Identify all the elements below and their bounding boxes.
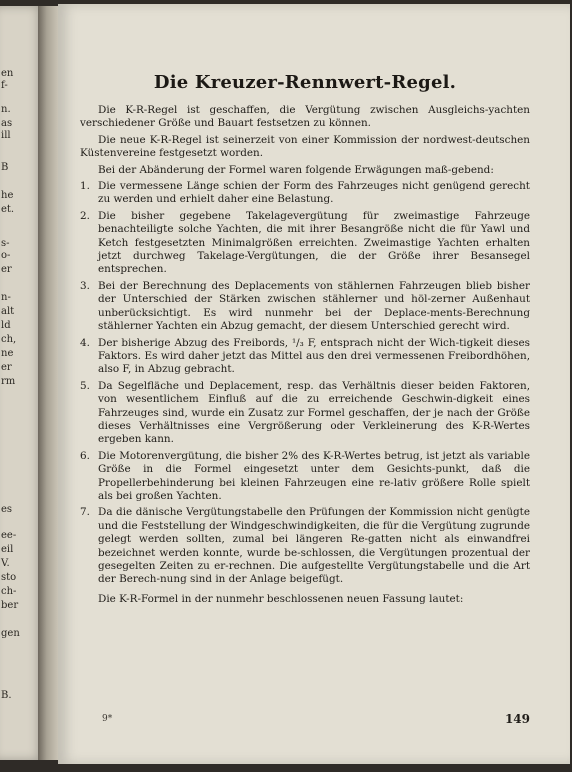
intro-paragraph: Bei der Abänderung der Formel waren folgende Erwägungen maß-gebend: bbox=[98, 163, 494, 176]
left-page-fragment: n- bbox=[1, 292, 11, 303]
list-item-number: 3. bbox=[80, 279, 90, 292]
left-page-fragment: B bbox=[1, 162, 9, 173]
list-item-number: 5. bbox=[80, 379, 90, 392]
left-page-fragment: es bbox=[1, 504, 13, 515]
page-content bbox=[80, 72, 530, 609]
intro-paragraph: Die neue K-R-Regel ist seinerzeit von einer Kommission der nordwest-deutschen Küstenvereine festgesetzt worden. bbox=[80, 133, 530, 160]
left-page-fragment: er bbox=[1, 264, 12, 275]
book-gutter bbox=[38, 6, 60, 760]
list-item-number: 6. bbox=[80, 449, 90, 462]
left-page-fragment: rm bbox=[1, 376, 16, 387]
list-item-number: 7. bbox=[80, 506, 90, 519]
left-page-fragment: ld bbox=[1, 320, 11, 331]
left-page-fragment: o- bbox=[1, 250, 11, 261]
left-page-fragment: ill bbox=[1, 130, 11, 141]
page-number: 149 bbox=[504, 712, 530, 726]
list-item-number: 4. bbox=[80, 336, 90, 349]
list-item bbox=[80, 337, 530, 377]
left-page-fragment: ber bbox=[1, 600, 19, 611]
list-item bbox=[80, 450, 530, 504]
signature-mark: 9* bbox=[102, 714, 113, 724]
left-page-fragment: s- bbox=[1, 238, 10, 249]
list-item-text: Die bisher gegebene Takelagevergütung für zweimastige Fahrzeuge benachteiligte solche Yachten, die mit ihrer Besangröße nicht die für Yawl und Ketch festgesetzten Minimalgrößen erreichten. Zweimastige Yachten erhalten jetzt durchweg Takelage-Vergütungen, die der Größe ihrer Besansegel entsprechen. bbox=[98, 209, 530, 276]
left-page-fragment: gen bbox=[1, 628, 20, 639]
list-item-text: Bei der Berechnung des Deplacements von stählernen Fahrzeugen blieb bisher der Unterschied der Stärken zwischen stählerner und höl-zerner Außenhaut unberücksichtigt. Es wird nunmehr bei der Deplace-ments-Berechnung stählerner Yachten ein Abzug gemacht, der diesem Unterschied gerecht wird. bbox=[98, 279, 530, 333]
intro-paragraph: Die K-R-Regel ist geschaffen, die Vergütung zwischen Ausgleichs-yachten verschiedener Größe und Bauart festsetzen zu können. bbox=[80, 104, 530, 130]
left-page-fragment: ee- bbox=[1, 530, 17, 541]
list-item bbox=[80, 280, 530, 334]
left-page-fragment: eil bbox=[1, 544, 14, 555]
left-page-fragment: V. bbox=[1, 558, 10, 569]
list-item bbox=[80, 380, 530, 447]
closing-paragraph: Die K-R-Formel in der nunmehr beschlossenen neuen Fassung lautet: bbox=[98, 592, 464, 605]
left-page-fragment: B. bbox=[1, 690, 12, 701]
left-page-fragment: sto bbox=[1, 572, 17, 583]
list-item-text: Da die dänische Vergütungstabelle den Prüfungen der Kommission nicht genügte und die Feststellung der Windgeschwindigkeiten, die für die Vergütung zugrunde gelegt werden sollten, zumal bei längeren Re-gatten nicht als einwandfrei bezeichnet werden konnte, wurde be-schlossen, die Vergütungen prozentual der gesegelten Zeiten zu er-rechnen. Die aufgestellte Vergütungstabelle und die Art der Berech-nung sind in der Anlage beigefügt. bbox=[98, 506, 530, 586]
left-page-fragment: as bbox=[1, 118, 13, 129]
left-page-fragment: alt bbox=[1, 306, 15, 317]
page-footer bbox=[80, 714, 530, 728]
book-page bbox=[58, 4, 570, 764]
left-page-fragment: f- bbox=[1, 80, 8, 91]
left-page-fragment: ne bbox=[1, 348, 14, 359]
list-item-number: 2. bbox=[80, 209, 90, 222]
list-item-text: Da Segelfläche und Deplacement, resp. das Verhältnis dieser beiden Faktoren, von wesentlichem Einfluß auf die zu erreichende Geschwin-digkeit eines Fahrzeuges sind, wurde ein Zusatz zur Formel geschaffen, der je nach der Größe dieses Verhältnisses eine Vergrößerung oder Verkleinerung des K-R-Wertes ergeben kann. bbox=[98, 379, 530, 446]
left-page-fragment: ch- bbox=[1, 586, 17, 597]
list-item-text: Die Motorenvergütung, die bisher 2% des K-R-Wertes betrug, ist jetzt als variable Größe in die Formel eingesetzt unter dem Gesichts-punkt, daß die Propellerbehinderung bei kleinen Fahrzeugen eine re-lativ größere Rolle spielt als bei großen Yachten. bbox=[98, 449, 530, 502]
list-item bbox=[80, 210, 530, 277]
list-item-text: Die vermessene Länge schien der Form des Fahrzeuges nicht genügend gerecht zu werden und erhielt daher eine Belastung. bbox=[98, 180, 530, 206]
left-page-fragment: he bbox=[1, 190, 14, 201]
list-item bbox=[80, 506, 530, 586]
considerations-list bbox=[80, 180, 530, 587]
left-page-fragment: et. bbox=[1, 204, 15, 215]
left-page-fragment: n. bbox=[1, 104, 11, 115]
list-item-number: 1. bbox=[80, 180, 90, 193]
page-title: Die Kreuzer-Rennwert-Regel. bbox=[153, 72, 457, 93]
left-page-fragment: ch, bbox=[1, 334, 17, 345]
left-page-fragment: er bbox=[1, 362, 12, 373]
list-item bbox=[80, 180, 530, 207]
left-page-fragment: en bbox=[1, 68, 14, 79]
list-item-text: Der bisherige Abzug des Freibords, ¹/₃ F, entsprach nicht der Wich-tigkeit dieses Faktors. Es wird daher jetzt das Mittel aus den drei vermessenen Freibordhöhen, also F, in Abzug gebracht. bbox=[98, 336, 530, 376]
